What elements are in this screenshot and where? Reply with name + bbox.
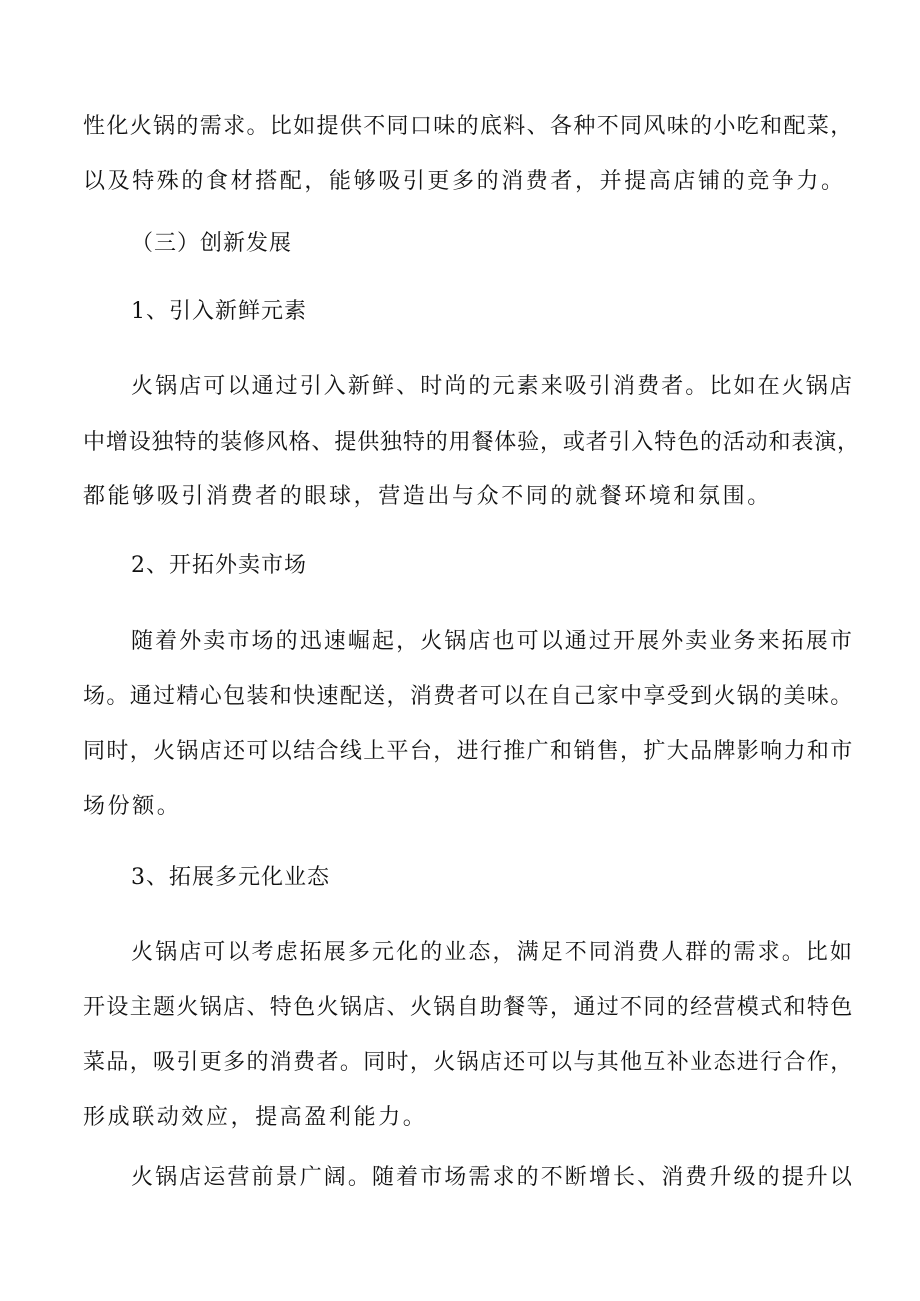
paragraph-line: 同时，火锅店还可以结合线上平台，进行推广和销售，扩大品牌影响力和市 xyxy=(83,739,854,764)
section-heading: （三）创新发展 xyxy=(131,231,293,256)
paragraph-line: 形成联动效应，提高盈利能力。 xyxy=(83,1105,428,1130)
item-heading: 1、引入新鲜元素 xyxy=(131,299,307,324)
paragraph-line: 场。通过精心包装和快速配送，消费者可以在自己家中享受到火锅的美味。 xyxy=(83,684,854,709)
item-heading: 2、开拓外卖市场 xyxy=(131,553,307,578)
paragraph-line: 开设主题火锅店、特色火锅店、火锅自助餐等，通过不同的经营模式和特色 xyxy=(83,995,854,1020)
paragraph-line: 性化火锅的需求。比如提供不同口味的底料、各种不同风味的小吃和配菜， xyxy=(83,114,854,139)
paragraph-line: 火锅店可以通过引入新鲜、时尚的元素来吸引消费者。比如在火锅店 xyxy=(131,374,855,399)
paragraph-line: 以及特殊的食材搭配，能够吸引更多的消费者，并提高店铺的竞争力。 xyxy=(83,169,846,194)
paragraph-line: 火锅店可以考虑拓展多元化的业态，满足不同消费人群的需求。比如 xyxy=(131,940,855,965)
paragraph-line: 中增设独特的装修风格、提供独特的用餐体验，或者引入特色的活动和表演， xyxy=(83,430,860,455)
paragraph-line: 场份额。 xyxy=(83,794,182,819)
item-heading: 3、拓展多元化业态 xyxy=(131,865,330,890)
paragraph-line: 火锅店运营前景广阔。随着市场需求的不断增长、消费升级的提升以 xyxy=(131,1165,855,1190)
paragraph-line: 随着外卖市场的迅速崛起，火锅店也可以通过开展外卖业务来拓展市 xyxy=(131,629,855,654)
paragraph-line: 都能够吸引消费者的眼球，营造出与众不同的就餐环境和氛围。 xyxy=(83,484,772,509)
paragraph-line: 菜品，吸引更多的消费者。同时，火锅店还可以与其他互补业态进行合作， xyxy=(83,1050,854,1075)
